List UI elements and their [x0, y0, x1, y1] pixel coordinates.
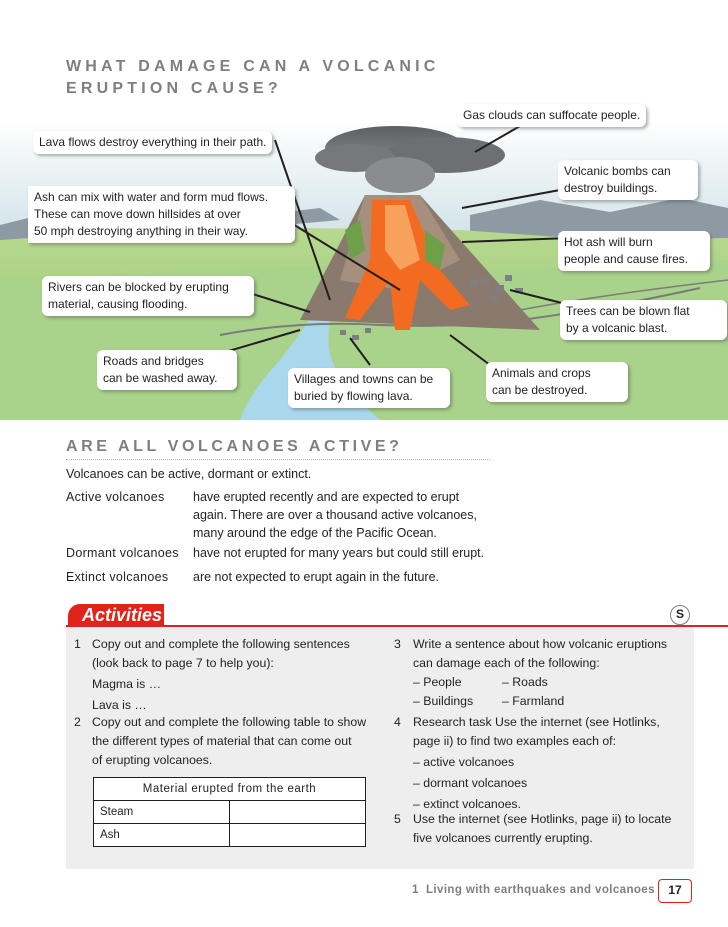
- term-active: Active volcanoes: [66, 490, 165, 504]
- definition-extinct: are not expected to erupt again in the future.: [193, 570, 440, 584]
- activities-header: Activities: [68, 604, 164, 627]
- term-extinct: Extinct volcanoes: [66, 570, 169, 584]
- material-table: [93, 777, 366, 847]
- s-badge-icon: S: [670, 605, 690, 625]
- activity-number: 1: [74, 637, 81, 651]
- page-number: 17: [658, 879, 692, 903]
- list-item: – People: [413, 675, 462, 689]
- definition-active: have erupted recently and are expected to erupt again. There are over a thousand active volcanoes, many around the edge of the Pacific Ocean.: [193, 490, 477, 540]
- table-cell: Steam: [94, 801, 230, 824]
- page-title: WHAT DAMAGE CAN A VOLCANIC ERUPTION CAUSE?: [66, 58, 440, 97]
- label-trees-blown: Trees can be blown flat by a volcanic blast.: [560, 300, 727, 340]
- label-lava-flows: Lava flows destroy everything in their path.: [33, 131, 272, 154]
- activity-5: Use the internet (see Hotlinks, page ii) to locate five volcanoes currently erupting.: [413, 812, 672, 845]
- activity-number: 3: [394, 637, 401, 651]
- activity-number: 2: [74, 715, 81, 729]
- table-row: [94, 824, 366, 847]
- activity-number: 4: [394, 715, 401, 729]
- definition-dormant: have not erupted for many years but could still erupt.: [193, 546, 485, 560]
- activity-4: Research task Use the internet (see Hotlinks, page ii) to find two examples each of: – active volcanoes – dormant volcanoes – extinct volcanoes.: [413, 715, 660, 811]
- list-item: – Buildings: [413, 694, 474, 708]
- section-title-active-volcanoes: ARE ALL VOLCANOES ACTIVE?: [66, 438, 490, 460]
- table-row: [94, 801, 366, 824]
- list-item: – Roads: [502, 675, 548, 689]
- section-intro: Volcanoes can be active, dormant or extinct.: [66, 467, 312, 481]
- label-ash-mud-flows: Ash can mix with water and form mud flows. These can move down hillsides at over 50 mph destroying anything in their way.: [28, 186, 295, 243]
- activities-rule: [66, 625, 728, 627]
- term-dormant: Dormant volcanoes: [66, 546, 179, 560]
- label-hot-ash: Hot ash will burn people and cause fires.: [558, 231, 710, 271]
- label-roads-bridges: Roads and bridges can be washed away.: [97, 350, 237, 390]
- activity-2: Copy out and complete the following table to show the different types of material that can come out of erupting volcanoes.: [92, 715, 367, 767]
- label-volcanic-bombs: Volcanic bombs can destroy buildings.: [558, 160, 698, 200]
- label-animals-crops: Animals and crops can be destroyed.: [486, 362, 628, 402]
- list-item: – Farmland: [502, 694, 565, 708]
- table-cell-empty: [230, 801, 366, 824]
- table-header: Material erupted from the earth: [94, 778, 366, 801]
- activity-3: Write a sentence about how volcanic eruptions can damage each of the following:: [413, 637, 668, 670]
- table-cell: Ash: [94, 824, 230, 847]
- footer-chapter: 1 Living with earthquakes and volcanoes: [412, 884, 655, 896]
- table-cell-empty: [230, 824, 366, 847]
- activity-1: Copy out and complete the following sentences (look back to page 7 to help you): Magma is … Lava is …: [92, 637, 350, 712]
- label-rivers-blocked: Rivers can be blocked by erupting material, causing flooding.: [42, 276, 254, 316]
- label-gas-clouds: Gas clouds can suffocate people.: [457, 104, 646, 127]
- activity-number: 5: [394, 812, 401, 826]
- label-villages-towns: Villages and towns can be buried by flowing lava.: [288, 368, 450, 408]
